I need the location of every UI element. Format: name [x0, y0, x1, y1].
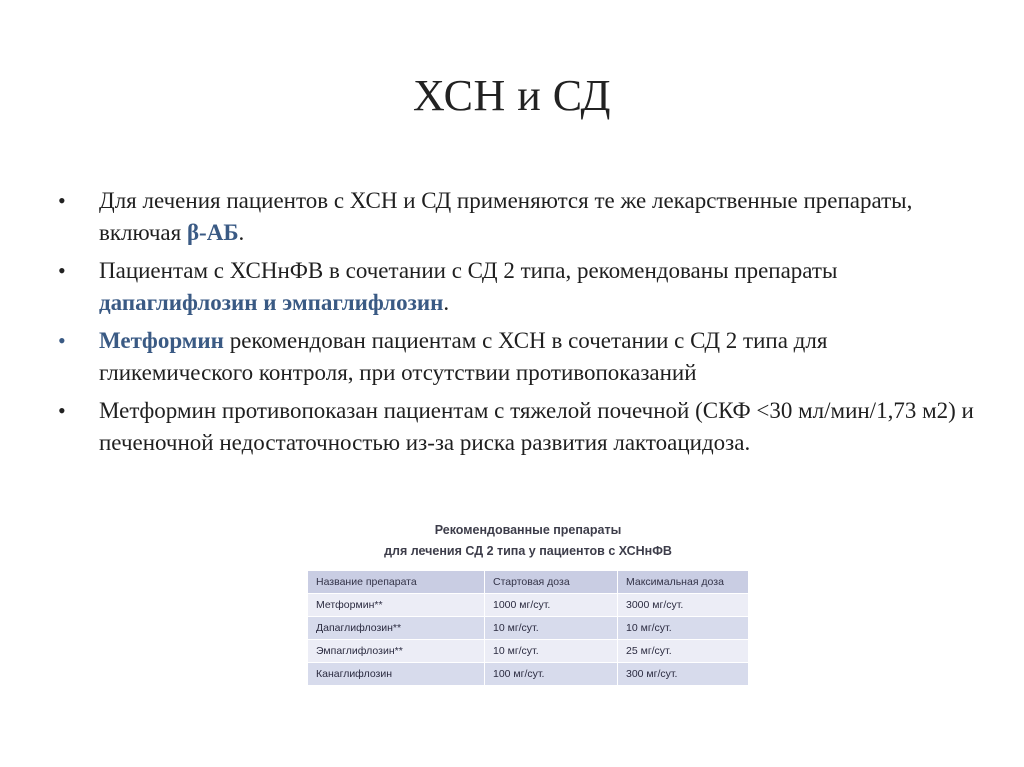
bullet-dot-icon: • — [58, 398, 66, 423]
table-caption-line1: Рекомендованные препараты — [434, 523, 622, 537]
cell-drug-name: Эмпаглифлозин** — [308, 640, 485, 663]
bullet-highlight: Метформин — [99, 328, 224, 353]
cell-drug-name: Канаглифлозин — [308, 663, 485, 686]
table-row — [308, 640, 748, 663]
bullet-item — [58, 325, 978, 389]
bullet-dot-icon: • — [58, 188, 66, 213]
bullet-list — [58, 185, 978, 465]
table-row — [308, 617, 748, 640]
bullet-highlight: дапаглифлозин и эмпаглифлозин — [99, 290, 444, 315]
bullet-item — [58, 395, 978, 459]
bullet-highlight: β-АБ — [186, 220, 239, 245]
cell-start-dose: 1000 мг/сут. — [485, 594, 618, 617]
table-row — [308, 663, 748, 686]
cell-start-dose: 100 мг/сут. — [485, 663, 618, 686]
cell-max-dose: 300 мг/сут. — [618, 663, 749, 686]
cell-max-dose: 10 мг/сут. — [618, 617, 749, 640]
bullet-item — [58, 255, 978, 319]
drug-table — [308, 571, 748, 686]
cell-start-dose: 10 мг/сут. — [485, 640, 618, 663]
cell-max-dose: 25 мг/сут. — [618, 640, 749, 663]
cell-max-dose: 3000 мг/сут. — [618, 594, 749, 617]
drug-table-figure — [308, 520, 748, 690]
bullet-text-end: . — [443, 290, 450, 315]
header-drug-name: Название препарата — [308, 571, 485, 594]
bullet-text-end: рекомендован пациентам с ХСН в сочетании с СД 2 типа для гликемического контроля, при отсутствии противопоказаний — [99, 328, 828, 385]
bullet-dot-icon: • — [58, 328, 66, 353]
table-row — [308, 594, 748, 617]
header-max-dose: Максимальная доза — [618, 571, 749, 594]
cell-drug-name: Дапаглифлозин** — [308, 617, 485, 640]
table-caption-line2: для лечения СД 2 типа у пациентов с ХСНнФВ — [384, 544, 672, 558]
bullet-text-end: . — [238, 220, 245, 245]
bullet-text: Метформин противопоказан пациентам с тяжелой почечной (СКФ <30 мл/мин/1,73 м2) и печеночной недостаточностью из-за риска развития лактоацидоза. — [99, 398, 974, 455]
cell-drug-name: Метформин** — [308, 594, 485, 617]
cell-start-dose: 10 мг/сут. — [485, 617, 618, 640]
header-start-dose: Стартовая доза — [485, 571, 618, 594]
bullet-dot-icon: • — [58, 258, 66, 283]
slide-title: ХСН и СД — [413, 71, 611, 120]
bullet-text: Для лечения пациентов с ХСН и СД применяются те же лекарственные препараты, включая — [99, 188, 913, 245]
table-caption — [308, 520, 748, 562]
table-header-row — [308, 571, 748, 594]
bullet-item — [58, 185, 978, 249]
bullet-text: Пациентам с ХСНнФВ в сочетании с СД 2 типа, рекомендованы препараты — [99, 258, 838, 283]
